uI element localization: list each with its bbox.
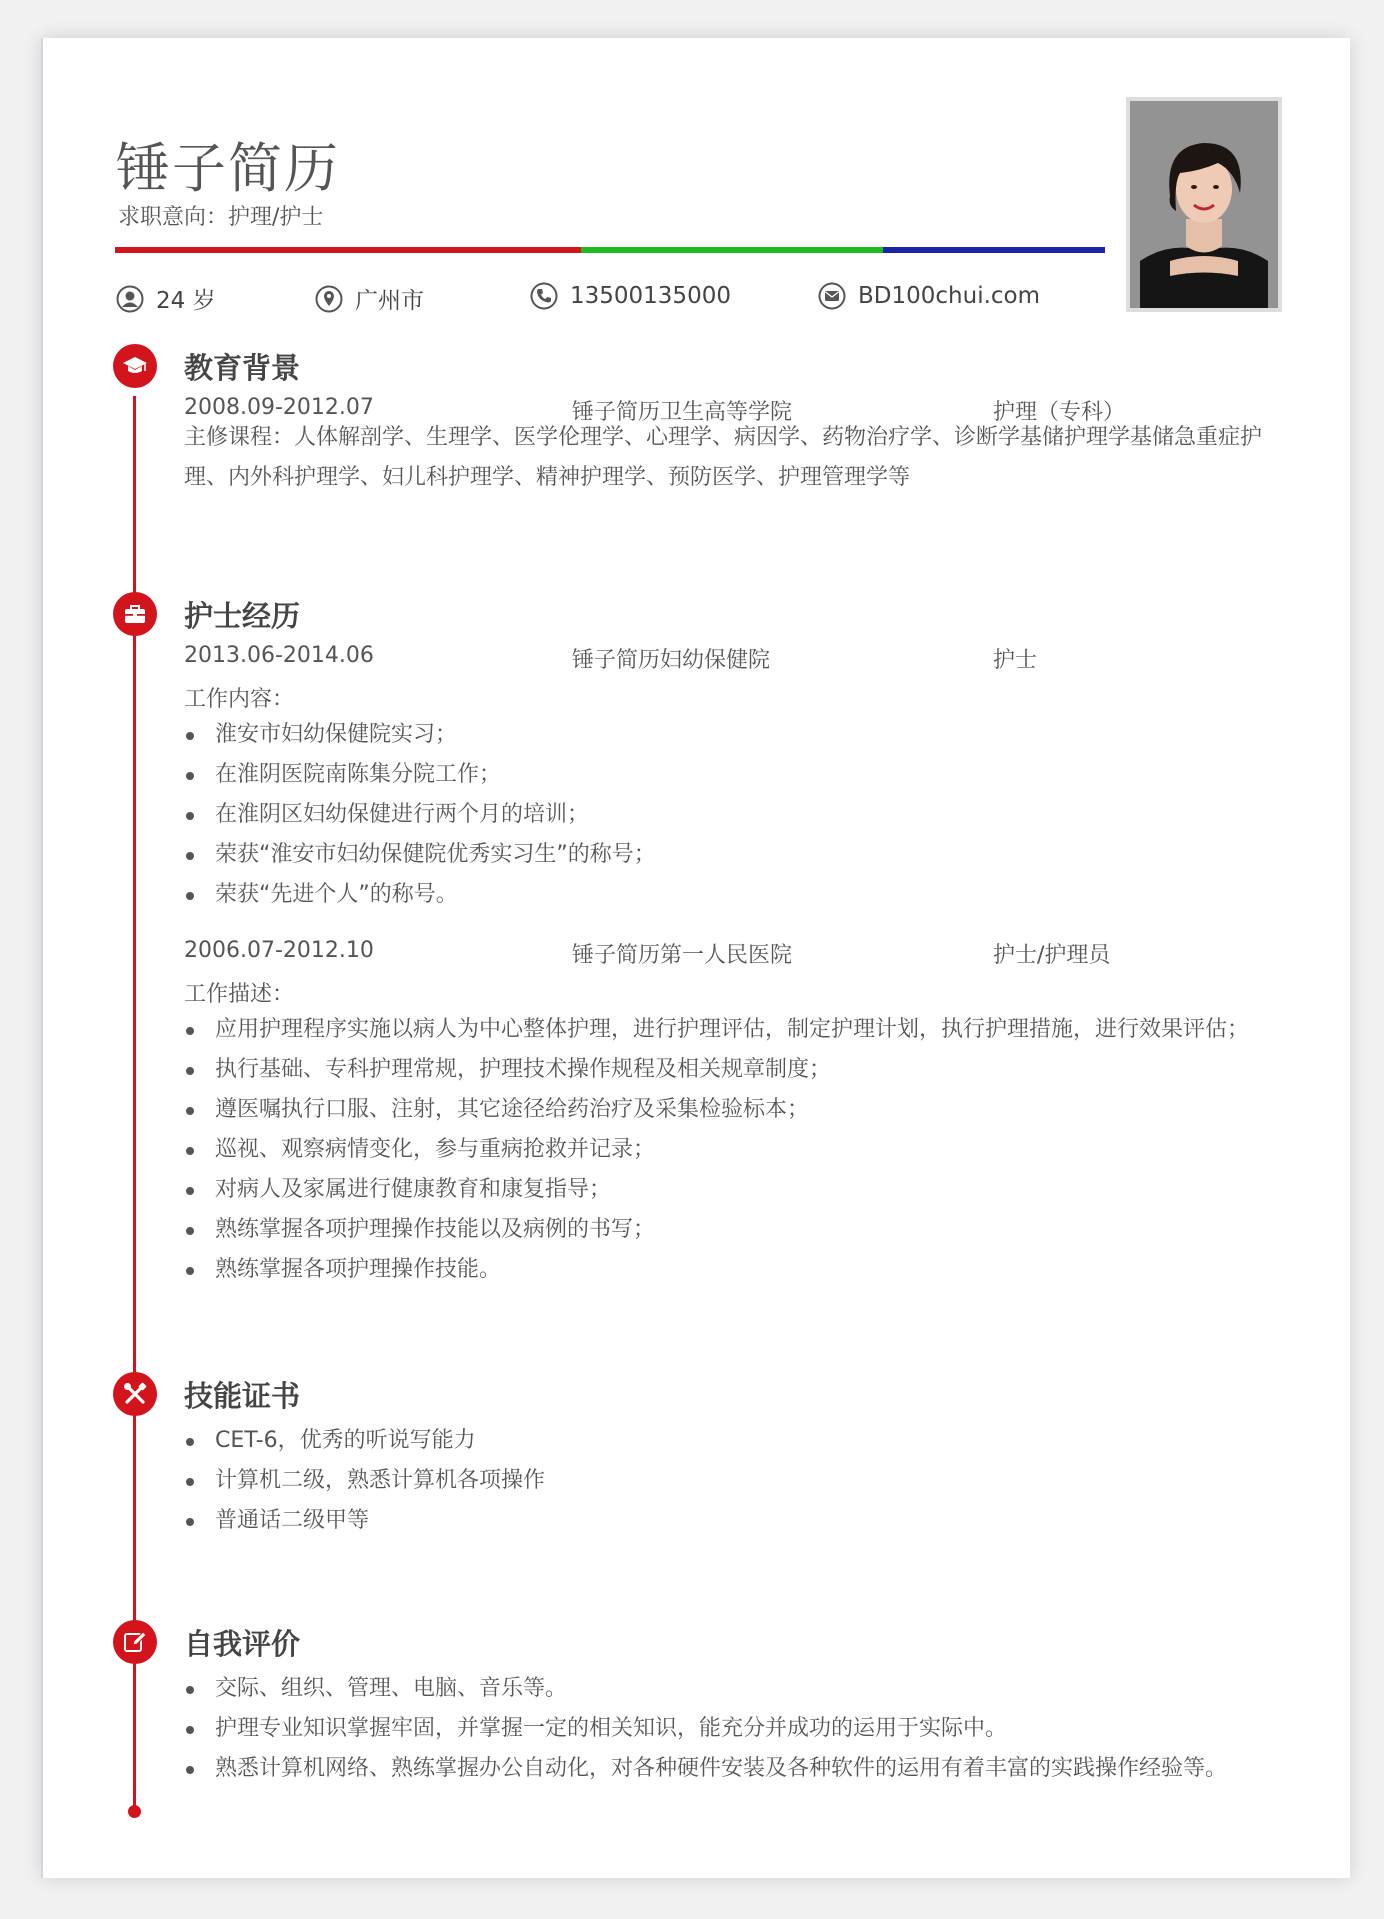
list-item: 熟悉计算机网络、熟练掌握办公自动化，对各种硬件安装及各种软件的运用有着丰富的实践操作经验等。 (184, 1749, 1227, 1789)
skills-title: 技能证书 (184, 1379, 301, 1413)
skills-section-icon (113, 1372, 157, 1416)
list-item: 对病人及家属进行健康教育和康复指导； (184, 1170, 1249, 1210)
tools-icon (122, 1381, 148, 1407)
list-item: 荣获“淮安市妇幼保健院优秀实习生”的称号； (184, 835, 656, 875)
resume-name: 锤子简历 (116, 137, 340, 200)
briefcase-icon (122, 601, 148, 627)
location-pin-icon (315, 285, 343, 313)
job1-items (184, 715, 656, 915)
list-item: 护理专业知识掌握牢固，并掌握一定的相关知识，能充分并成功的运用于实际中。 (184, 1709, 1227, 1749)
list-item: 应用护理程序实施以病人为中心整体护理，进行护理评估，制定护理计划，执行护理措施，进行效果评估； (184, 1010, 1249, 1050)
education-major: 护理（专科） (993, 400, 1126, 425)
education-title: 教育背景 (184, 351, 301, 385)
list-item: CET-6，优秀的听说写能力 (184, 1421, 545, 1461)
contact-email (818, 282, 1040, 310)
education-courses: 主修课程：人体解剖学、生理学、医学伦理学、心理学、病因学、药物治疗学、诊断学基储护理学基储急重症护理、内外科护理学、妇儿科护理学、精神护理学、预防医学、护理管理学等 (184, 425, 1263, 490)
age-value: 24 岁 (156, 288, 216, 314)
list-item: 在淮阴医院南陈集分院工作； (184, 755, 656, 795)
tricolor-divider (115, 247, 1105, 253)
divider-green (581, 247, 883, 253)
phone-icon (530, 282, 558, 310)
mail-icon (818, 282, 846, 310)
self-eval-items (184, 1669, 1227, 1789)
list-item: 淮安市妇幼保健院实习； (184, 715, 656, 755)
skills-items (184, 1421, 545, 1541)
job1-org: 锤子简历妇幼保健院 (572, 648, 771, 673)
job1-role: 护士 (993, 648, 1038, 673)
job1-period: 2013.06-2014.06 (184, 643, 374, 668)
job2-items (184, 1010, 1249, 1290)
profile-photo-frame (1126, 97, 1282, 312)
education-period: 2008.09-2012.07 (184, 395, 374, 420)
user-icon (116, 285, 144, 313)
profile-photo (1130, 101, 1278, 308)
graduation-cap-icon (121, 352, 149, 380)
edit-icon (122, 1629, 148, 1655)
email-value: BD100chui.com (858, 283, 1041, 309)
experience-section-icon (113, 592, 157, 636)
list-item: 在淮阴区妇幼保健进行两个月的培训； (184, 795, 656, 835)
education-section-icon (113, 344, 157, 388)
resume-page (41, 38, 1350, 1878)
phone-value: 13500135000 (570, 283, 731, 309)
timeline-end-dot (128, 1805, 141, 1818)
divider-red (115, 247, 581, 253)
list-item: 荣获“先进个人”的称号。 (184, 875, 656, 915)
list-item: 交际、组织、管理、电脑、音乐等。 (184, 1669, 1227, 1709)
city-value: 广州市 (355, 288, 424, 314)
job-intent (118, 200, 323, 231)
contact-age (116, 282, 216, 315)
list-item: 执行基础、专科护理常规，护理技术操作规程及相关规章制度； (184, 1050, 1249, 1090)
list-item: 普通话二级甲等 (184, 1501, 545, 1541)
list-item: 遵医嘱执行口服、注射，其它途径给药治疗及采集检验标本； (184, 1090, 1249, 1130)
experience-title: 护士经历 (184, 599, 301, 633)
list-item: 熟练掌握各项护理操作技能以及病例的书写； (184, 1210, 1249, 1250)
list-item: 熟练掌握各项护理操作技能。 (184, 1250, 1249, 1290)
job2-role: 护士/护理员 (993, 943, 1111, 968)
job2-heading: 工作描述： (184, 982, 295, 1007)
job1-heading: 工作内容： (184, 687, 295, 712)
list-item: 计算机二级，熟悉计算机各项操作 (184, 1461, 545, 1501)
job2-period: 2006.07-2012.10 (184, 938, 374, 963)
job-intent-value: 护理/护士 (228, 205, 324, 230)
education-school: 锤子简历卫生高等学院 (572, 400, 793, 425)
contact-city (315, 282, 424, 315)
job2-org: 锤子简历第一人民医院 (572, 943, 793, 968)
self-eval-section-icon (113, 1620, 157, 1664)
self-eval-title: 自我评价 (184, 1627, 301, 1661)
job-intent-label: 求职意向： (118, 205, 229, 230)
divider-blue (883, 247, 1105, 253)
contact-phone (530, 282, 731, 310)
list-item: 巡视、观察病情变化，参与重病抢救并记录； (184, 1130, 1249, 1170)
